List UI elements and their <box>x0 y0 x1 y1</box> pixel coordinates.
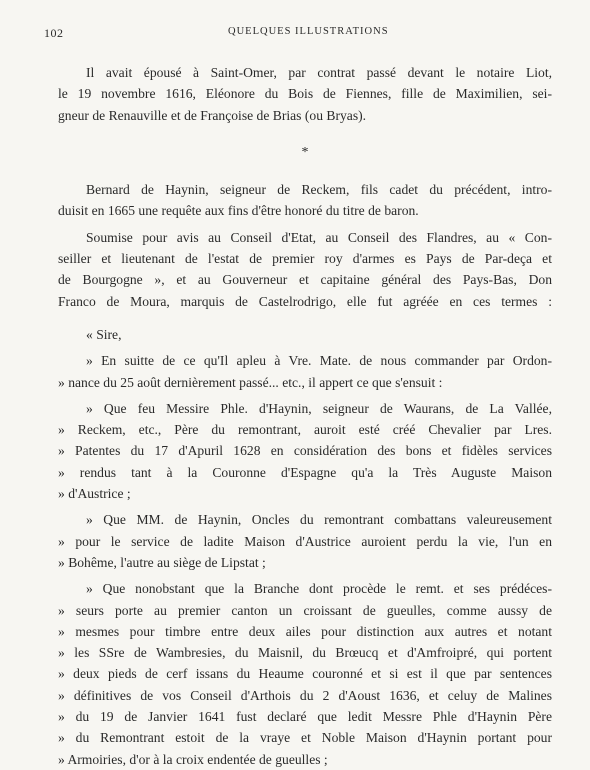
paragraph <box>58 350 552 393</box>
page-number: 102 <box>44 26 64 40</box>
text-line: » deux pieds de cerf issans du Heaume couronné et si est il que par sentences <box>58 666 552 682</box>
paragraph <box>58 398 552 504</box>
text-line: » Que nonobstant que la Branche dont procède le remt. et ses prédéces- <box>86 581 552 597</box>
text-line: Il avait épousé à Saint-Omer, par contrat passé devant le notaire Liot, <box>86 65 552 80</box>
text-line: » En suitte de ce qu'Il apleu à Vre. Mate. de nous commander par Ordon- <box>86 353 552 369</box>
text-line: Franco de Moura, marquis de Castelrodrigo, elle fut agréée en ces termes : <box>58 293 552 309</box>
text-line: seiller et lieutenant de l'estat de premier roy d'armes es Pays de Par-deça et <box>58 251 552 267</box>
paragraph <box>58 227 552 312</box>
text-line: » Patentes du 17 d'Apuril 1628 en considération des bons et fidèles services <box>58 443 552 459</box>
paragraph <box>58 324 552 345</box>
text-line: Soumise pour avis au Conseil d'Etat, au Conseil des Flandres, au « Con- <box>86 229 552 245</box>
text-line: » Que MM. de Haynin, Oncles du remontrant combattans valeureusement <box>86 512 552 528</box>
text-line: gneur de Renauville et de Françoise de Brias (ou Bryas). <box>58 107 367 123</box>
page-body <box>58 62 552 770</box>
text-line: le 19 novembre 1616, Eléonore du Bois de Fiennes, fille de Maximilien, sei- <box>58 86 552 102</box>
text-line: » mesmes pour timbre entre deux ailes pour distinction aux autres et notant <box>58 623 552 639</box>
text-line: « Sire, <box>86 326 122 342</box>
text-line: » les SSre de Wambresies, du Maisnil, du Brœucq et d'Amfroipré, qui portent <box>58 645 552 661</box>
text-line: » Armoiries, d'or à la croix endentée de gueulles ; <box>58 751 328 767</box>
text-line: » du Remontrant estoit de la vraye et Noble Maison d'Haynin portant pour <box>58 730 552 746</box>
text-line: » définitives de vos Conseil d'Arthois du 2 d'Aoust 1636, et celuy de Malines <box>58 687 552 703</box>
text-line: » Que feu Messire Phle. d'Haynin, seigneur de Waurans, de La Vallée, <box>86 400 552 416</box>
text-line: » d'Austrice ; <box>58 486 131 502</box>
text-line: de Bourgogne », et au Gouverneur et capitaine général des Pays-Bas, Don <box>58 272 552 288</box>
text-line: » pour le service de ladite Maison d'Austrice auroient perdu la vie, l'un en <box>58 533 552 549</box>
text-line: » nance du 25 août dernièrement passé... etc., il appert ce que s'ensuit : <box>58 374 443 390</box>
text-line: » seurs porte au premier canton un croissant de gueulles, comme aussy de <box>58 602 552 618</box>
paragraph <box>58 578 552 770</box>
text-line: » Reckem, etc., Père du remontrant, auroit esté créé Chevalier par Lres. <box>58 422 552 438</box>
text-line: » du 19 de Janvier 1641 fust declaré que ledit Messre Phle d'Haynin Père <box>58 709 552 725</box>
text-line: » Bohême, l'autre au siège de Lipstat ; <box>58 554 266 570</box>
text-line: » rendus tant à la Couronne d'Espagne qu'a la Très Auguste Maison <box>58 464 552 480</box>
paragraph <box>58 509 552 573</box>
paragraph <box>58 179 552 222</box>
paragraph <box>58 62 552 126</box>
text-line: Bernard de Haynin, seigneur de Reckem, fils cadet du précédent, intro- <box>86 182 552 198</box>
section-separator: * <box>301 144 309 160</box>
running-title: QUELQUES ILLUSTRATIONS <box>228 26 389 37</box>
text-line: duisit en 1665 une requête aux fins d'être honoré du titre de baron. <box>58 203 419 219</box>
